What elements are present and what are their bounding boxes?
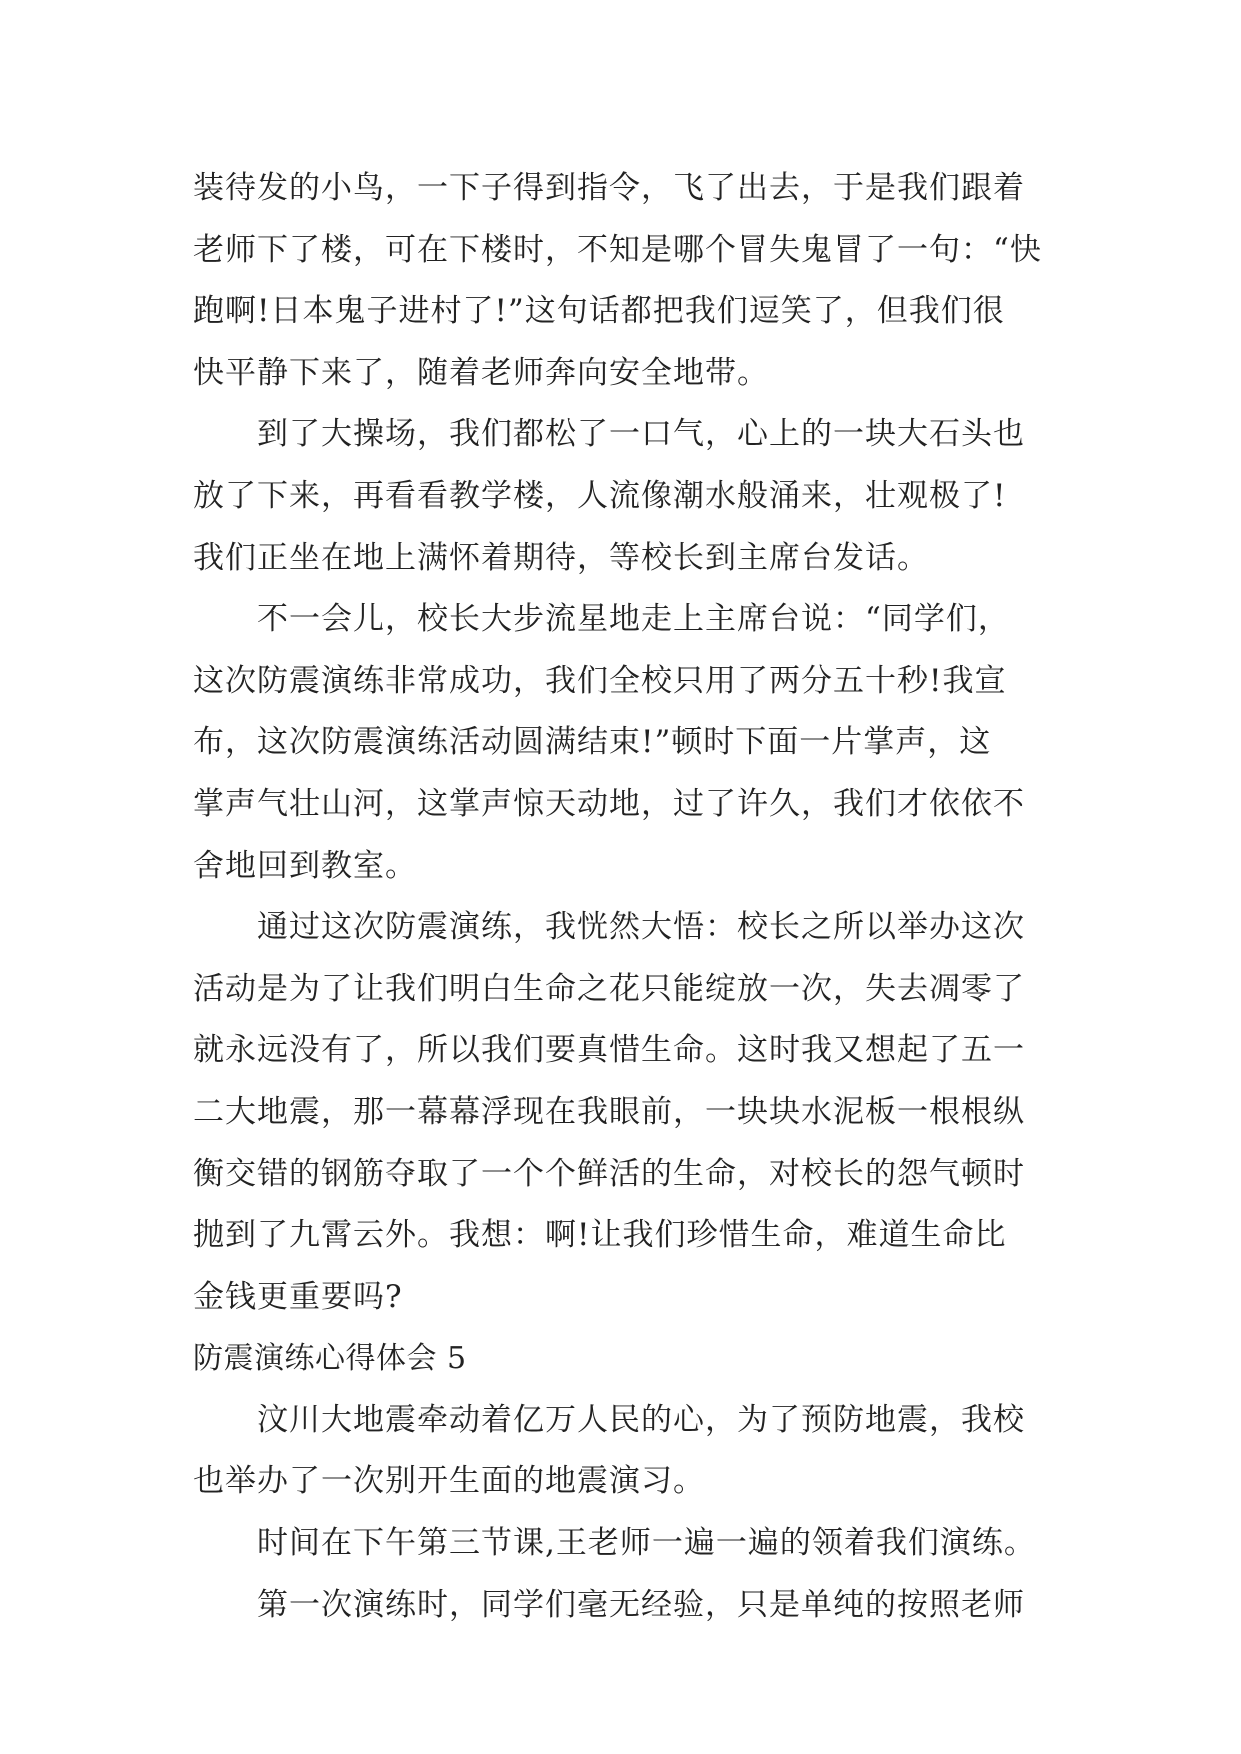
text-line: 掌声气壮山河，这掌声惊天动地，过了许久，我们才依依不 bbox=[193, 785, 1025, 822]
paragraph bbox=[193, 404, 1053, 589]
paragraph bbox=[193, 589, 1053, 897]
document-body bbox=[193, 158, 1053, 1636]
text-line: 舍地回到教室。 bbox=[193, 847, 417, 884]
text-line: 衡交错的钢筋夺取了一个个鲜活的生命，对校长的怨气顿时 bbox=[193, 1155, 1025, 1192]
paragraph bbox=[193, 1575, 1053, 1637]
text-line: 通过这次防震演练，我恍然大悟：校长之所以举办这次 bbox=[257, 909, 1025, 946]
text-line: 快平静下来了，随着老师奔向安全地带。 bbox=[193, 354, 769, 391]
text-line: 二大地震，那一幕幕浮现在我眼前，一块块水泥板一根根纵 bbox=[193, 1093, 1025, 1130]
text-line: 跑啊!日本鬼子进村了!”这句话都把我们逗笑了，但我们很 bbox=[193, 293, 1005, 330]
paragraph bbox=[193, 158, 1053, 404]
text-line: 时间在下午第三节课,王老师一遍一遍的领着我们演练。 bbox=[257, 1525, 1036, 1562]
text-line: 金钱更重要吗? bbox=[193, 1278, 403, 1315]
text-line: 到了大操场，我们都松了一口气，心上的一块大石头也 bbox=[257, 416, 1025, 453]
text-line: 不一会儿，校长大步流星地走上主席台说：“同学们， bbox=[257, 601, 1010, 638]
text-line: 也举办了一次别开生面的地震演习。 bbox=[193, 1463, 705, 1500]
paragraph bbox=[193, 1390, 1053, 1513]
paragraph bbox=[193, 897, 1053, 1328]
section-heading: 防震演练心得体会 5 bbox=[193, 1341, 467, 1377]
text-line: 这次防震演练非常成功，我们全校只用了两分五十秒!我宣 bbox=[193, 662, 1007, 699]
text-line: 就永远没有了，所以我们要真惜生命。这时我又想起了五一 bbox=[193, 1032, 1025, 1069]
text-line: 装待发的小鸟，一下子得到指令，飞了出去，于是我们跟着 bbox=[193, 170, 1025, 206]
text-line: 放了下来，再看看教学楼，人流像潮水般涌来，壮观极了! bbox=[193, 477, 1007, 514]
text-line: 老师下了楼，可在下楼时，不知是哪个冒失鬼冒了一句：“快 bbox=[193, 231, 1042, 268]
text-line: 我们正坐在地上满怀着期待，等校长到主席台发话。 bbox=[193, 539, 929, 576]
text-line: 抛到了九霄云外。我想：啊!让我们珍惜生命，难道生命比 bbox=[193, 1217, 1007, 1254]
paragraph bbox=[193, 1513, 1053, 1575]
text-line: 汶川大地震牵动着亿万人民的心，为了预防地震，我校 bbox=[257, 1401, 1025, 1438]
text-line: 布，这次防震演练活动圆满结束!”顿时下面一片掌声，这 bbox=[193, 724, 992, 761]
text-line: 第一次演练时，同学们毫无经验，只是单纯的按照老师 bbox=[257, 1586, 1025, 1623]
text-line: 活动是为了让我们明白生命之花只能绽放一次，失去凋零了 bbox=[193, 970, 1025, 1007]
